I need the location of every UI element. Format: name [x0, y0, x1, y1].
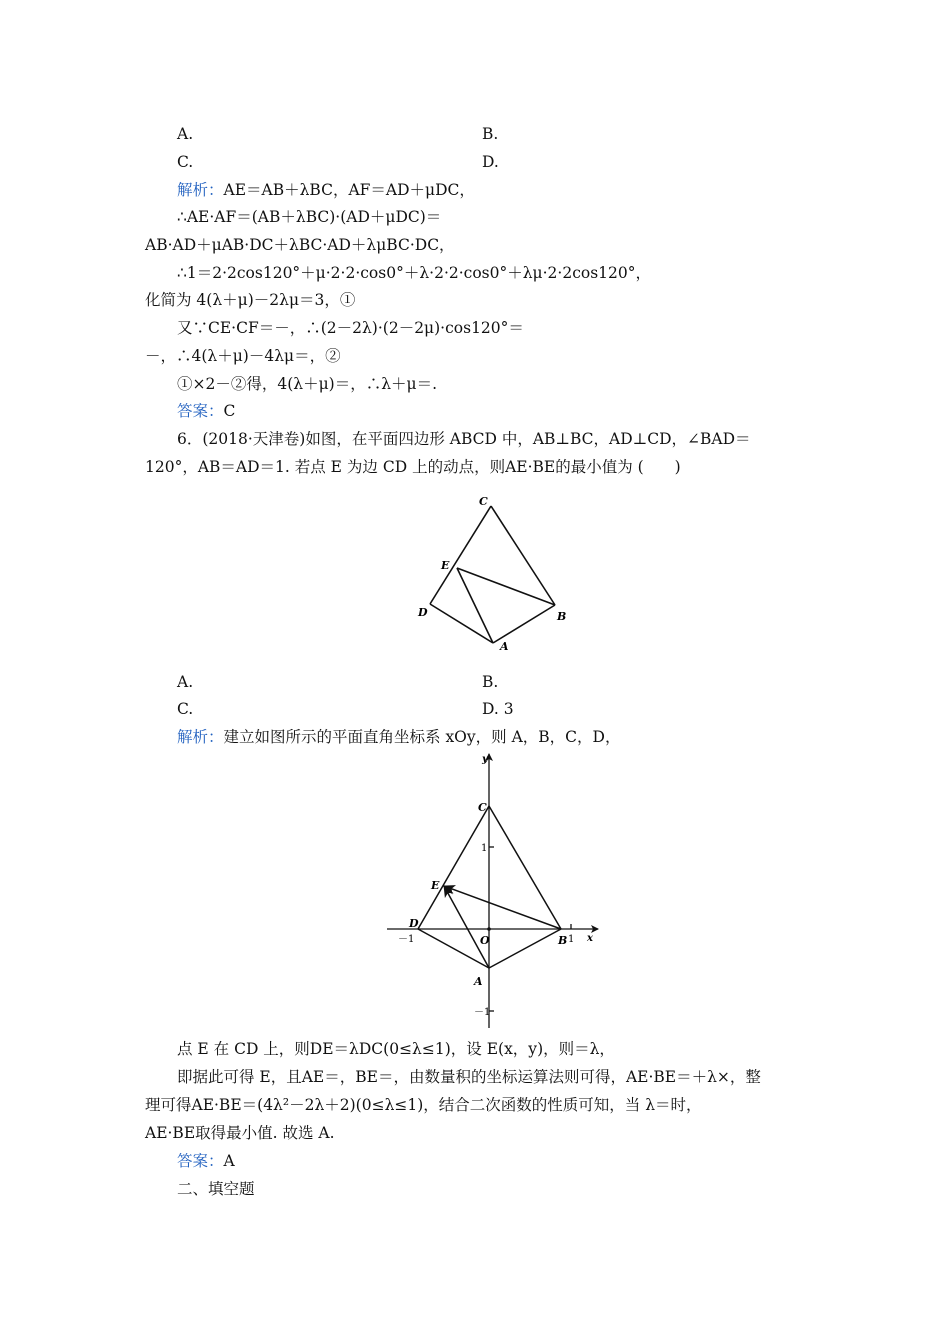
fig2-label-A: A: [474, 975, 483, 988]
edge2-AB: [489, 929, 561, 968]
q5-answer-value: C: [223, 402, 236, 420]
q6-answer: [177, 1151, 235, 1171]
q6-analysis-line-4: 理可得AE·BE＝(4λ²－2λ＋2)(0≤λ≤1)，结合二次函数的性质可知，当 λ＝时，: [145, 1096, 702, 1114]
axis-label-x: x: [587, 933, 593, 944]
edge-AB: [493, 605, 555, 643]
q5-answer: [177, 401, 235, 421]
q6-answer-value: A: [223, 1152, 235, 1170]
q5-analysis-line-8: ①×2－②得，4(λ＋μ)＝，∴λ＋μ＝.: [177, 375, 438, 393]
edge2-CD: [418, 806, 489, 929]
q6-analysis-line-5: AE·BE取得最小值. 故选 A.: [145, 1124, 335, 1142]
q5-analysis-line-5: 化简为 4(λ＋μ)－2λμ＝3，①: [145, 291, 356, 309]
q5-option-c: C.: [177, 153, 194, 171]
fig1-label-E: E: [441, 559, 450, 572]
fig1-label-D: D: [418, 606, 428, 619]
q5-analysis-line-4: ∴1＝2·2cos120°＋μ·2·2·cos0°＋λ·2·2·cos0°＋λμ·2·2cos120°，: [177, 264, 652, 282]
axis-label-y: y: [482, 754, 488, 765]
fig2-label-O: O: [480, 934, 490, 947]
tick-label-x-neg1: －1: [398, 934, 415, 945]
q6-option-b: B.: [482, 673, 499, 691]
fig2-label-C: C: [478, 801, 487, 814]
q6-analysis-label: 解析：: [177, 728, 224, 746]
fig2-label-E: E: [431, 879, 440, 892]
q5-answer-label: 答案：: [177, 402, 224, 420]
edge2-CB: [489, 806, 561, 929]
vector-BE: [444, 886, 561, 929]
tick-label-x-1: 1: [568, 934, 575, 945]
q6-analysis-line-1: 解析：建立如图所示的平面直角坐标系 xOy，则 A，B，C，D，: [177, 728, 621, 746]
fig1-label-B: B: [557, 610, 567, 623]
q5-analysis-line-6: 又∵CE·CF＝－，∴(2－2λ)·(2－2μ)·cos120°＝: [177, 319, 524, 337]
q5-option-b: B.: [482, 125, 499, 143]
fig1-label-A: A: [500, 640, 509, 653]
edge-CD: [430, 506, 491, 604]
q6-option-a: A.: [177, 673, 194, 691]
q5-analysis-label: 解析：: [177, 181, 224, 199]
q5-analysis-line-2: ∴AE·AF＝(AB＋λBC)·(AD＋μDC)＝: [177, 208, 442, 226]
fig2-label-D: D: [409, 917, 419, 930]
q6-stem-line-2: 120°，AB＝AD＝1. 若点 E 为边 CD 上的动点，则AE·BE的最小值为 ( ): [145, 458, 681, 476]
tick-label-y-1: 1: [481, 843, 488, 854]
q6-option-d: D. 3: [482, 700, 514, 718]
q6-stem-line-1: 6．(2018·天津卷)如图，在平面四边形 ABCD 中，AB⊥BC，AD⊥CD，∠BAD＝: [177, 430, 751, 448]
q5-analysis-line-3: AB·AD＋μAB·DC＋λBC·AD＋λμBC·DC，: [145, 236, 455, 254]
q6-option-c: C.: [177, 700, 194, 718]
q6-figure-quadrilateral: [400, 488, 590, 660]
tick-label-y-neg1: －1: [474, 1007, 491, 1018]
q5-option-a: A.: [177, 125, 194, 143]
q6-answer-label: 答案：: [177, 1152, 224, 1170]
fig1-label-C: C: [479, 495, 488, 508]
q5-option-d: D.: [482, 153, 499, 171]
fig2-label-B: B: [558, 934, 568, 947]
q6-analysis-line-2: 点 E 在 CD 上，则DE＝λDC(0≤λ≤1)，设 E(x，y)，则＝λ，: [177, 1040, 615, 1058]
q5-analysis-line-1: 解析：AE＝AB＋λBC，AF＝AD＋μDC，: [177, 181, 475, 199]
edge-CB: [491, 506, 555, 605]
q6-analysis-line-3: 即据此可得 E，且AE＝，BE＝，由数量积的坐标运算法则可得，AE·BE＝＋λ×，整: [177, 1068, 761, 1086]
q5-analysis-line-7: －，∴4(λ＋μ)－4λμ＝，②: [145, 347, 341, 365]
section-heading-fill-in: 二、填空题: [177, 1180, 255, 1198]
origin-point: [487, 927, 491, 931]
q6-figure-coordinate: [380, 750, 610, 1030]
